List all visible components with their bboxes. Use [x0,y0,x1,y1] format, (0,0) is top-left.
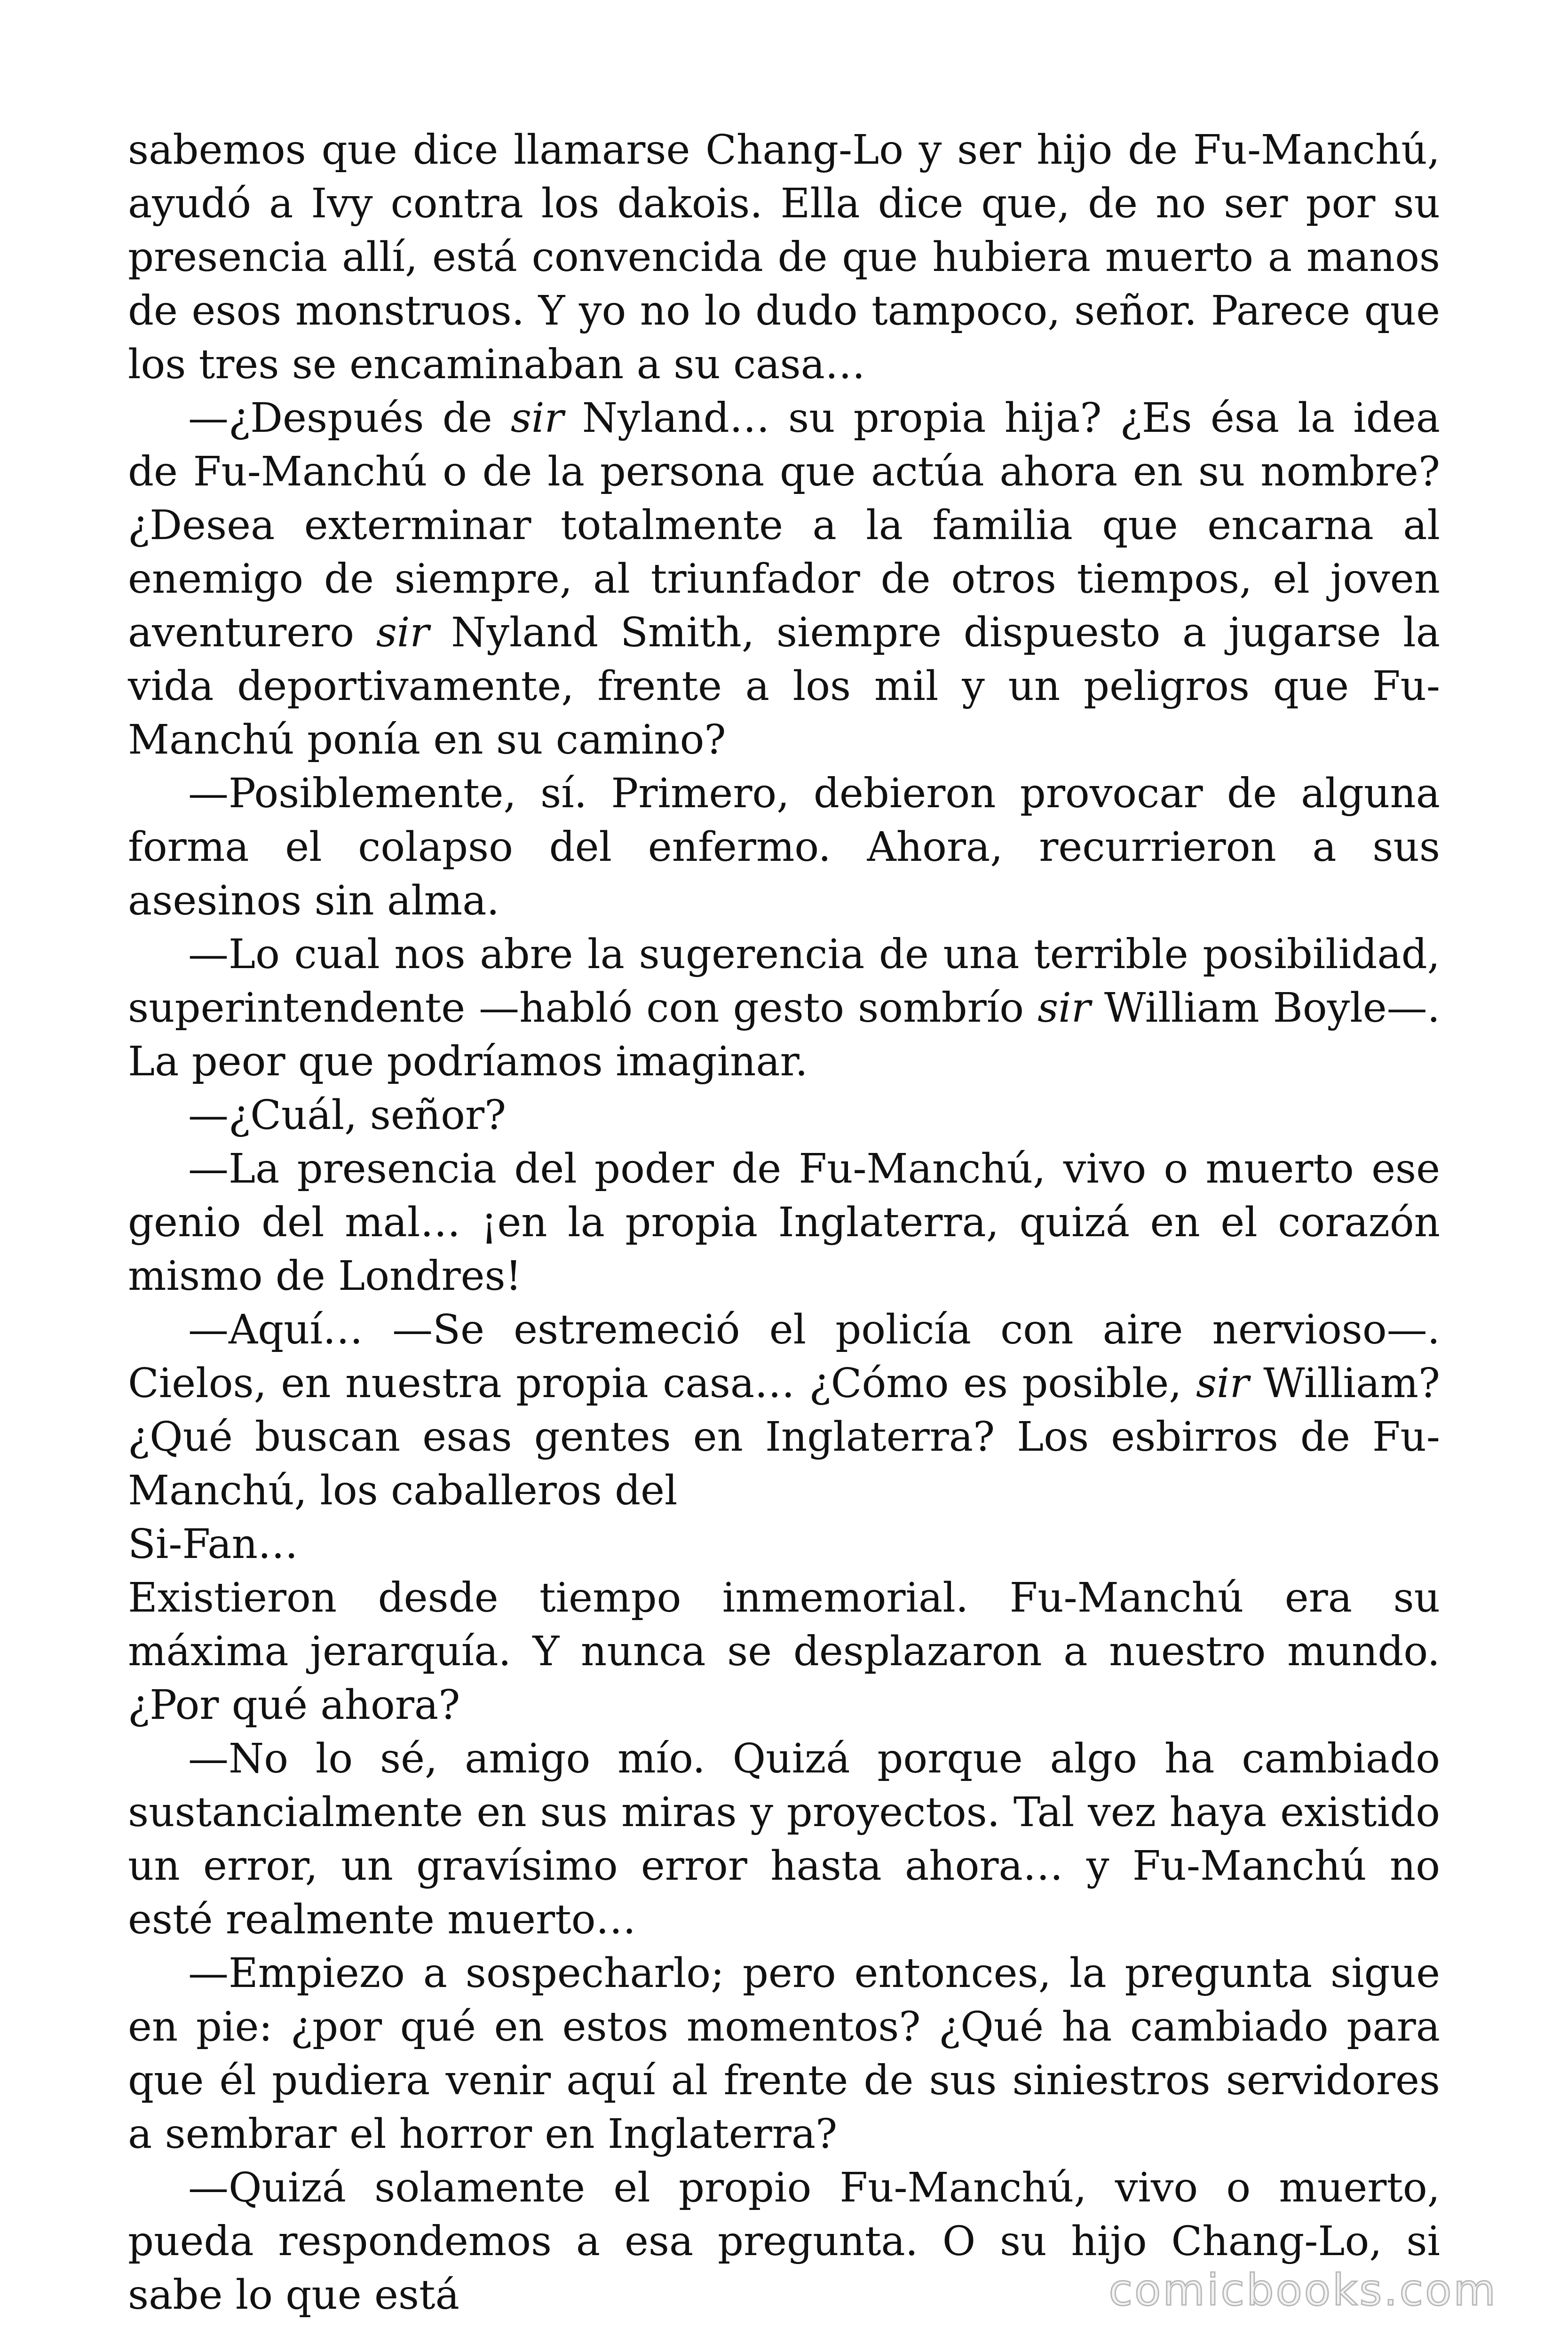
italic-text: sir [1196,1360,1249,1407]
paragraph [128,767,1440,928]
paragraph [128,1303,1440,1518]
text-span: Nyland… su propia hija? ¿Es ésa la idea de Fu-Manchú o de la persona que actúa ahora en su nombre? ¿Desea exterminar totalmente a la familia que encarna al enemigo de siempre, al triunfador de otros tiempos, el joven aventurero [128,395,1440,656]
body-text [128,123,1440,2322]
text-span: —Lo cual nos abre la sugerencia de una terrible posibilidad, superintendente —habló con gesto sombrío [128,931,1440,1032]
paragraph [128,1518,1440,1571]
text-span: —La presencia del poder de Fu-Manchú, vivo o muerto ese genio del mal… ¡en la propia Inglaterra, quizá en el corazón mismo de Londres! [128,1145,1440,1300]
italic-text: sir [1037,985,1091,1032]
text-span: sabemos que dice llamarse Chang-Lo y ser hijo de Fu-Manchú, ayudó a Ivy contra los dakois. Ella dice que, de no ser por su presencia allí, está convencida de que hubiera muerto a manos de esos monstruos. Y yo no lo dudo tampoco, señor. Parece que los tres se encaminaban a su casa… [128,127,1440,388]
text-span: Si-Fan… [128,1521,298,1568]
italic-text: sir [510,395,564,442]
text-span: —Empiezo a sospecharlo; pero entonces, la pregunta sigue en pie: ¿por qué en estos momentos? ¿Qué ha cambiado para que él pudiera venir aquí al frente de sus siniestros servidores a sembrar el horror en Inglaterra? [128,1950,1440,2158]
paragraph [128,1732,1440,1947]
text-span: William? ¿Qué buscan esas gentes en Inglaterra? Los esbirros de Fu-Manchú, los caballeros del [128,1360,1440,1514]
text-span: Existieron desde tiempo inmemorial. Fu-Manchú era su máxima jerarquía. Y nunca se desplazaron a nuestro mundo. ¿Por qué ahora? [128,1574,1440,1729]
text-span: —Posiblemente, sí. Primero, debieron provocar de alguna forma el colapso del enfermo. Ahora, recurrieron a sus asesinos sin alma. [128,770,1440,924]
text-span: William Boyle—. La peor que podríamos imaginar. [128,985,1440,1085]
text-span: —Aquí… —Se estremeció el policía con aire nervioso—. Cielos, en nuestra propia casa… ¿Cómo es posible, [128,1306,1440,1407]
text-span: —No lo sé, amigo mío. Quizá porque algo ha cambiado sustancialmente en sus miras y proyectos. Tal vez haya existido un error, un gravísimo error hasta ahora… y Fu-Manchú no esté realmente muerto… [128,1735,1440,1943]
paragraph [128,391,1440,767]
paragraph [128,928,1440,1089]
watermark: comicbooks.com [1109,2265,1497,2315]
text-span: —¿Después de [188,395,511,442]
paragraph [128,1142,1440,1303]
paragraph [128,1571,1440,1732]
paragraph [128,1089,1440,1142]
paragraph [128,123,1440,391]
italic-text: sir [376,609,429,656]
text-span: —¿Cuál, señor? [188,1092,507,1139]
text-span: Nyland Smith, siempre dispuesto a jugarse la vida deportivamente, frente a los mil y un peligros que Fu-Manchú ponía en su camino? [128,609,1440,763]
text-span: —Quizá solamente el propio Fu-Manchú, vivo o muerto, pueda respondemos a esa pregunta. O su hijo Chang-Lo, si sabe lo que está [128,2164,1440,2319]
paragraph [128,1947,1440,2161]
